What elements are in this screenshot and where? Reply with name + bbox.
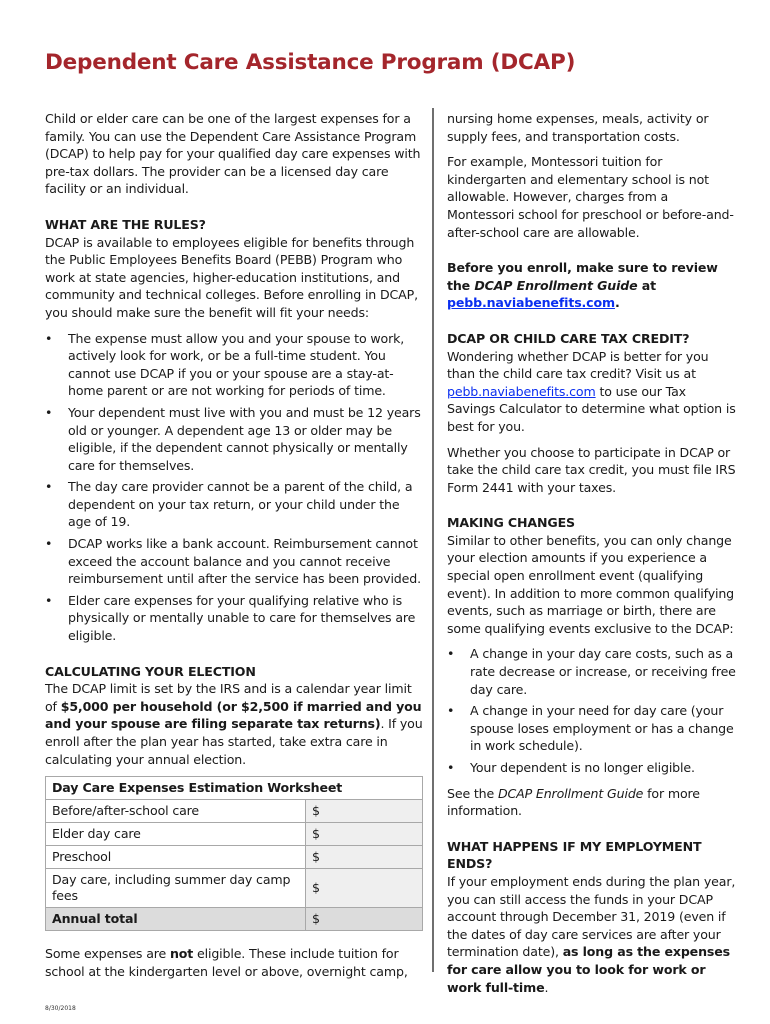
employment-body: If your employment ends during the plan year, you can still access the funds in your DCAP account through December 31, 2019 (even if the dates of day care services are after your termination date), as long as the expenses for care allow you to look for work or work full-time. [447, 873, 736, 995]
amount-field[interactable]: $ [306, 846, 423, 869]
employment-heading: WHAT HAPPENS IF MY EMPLOYMENT ENDS? [447, 838, 702, 872]
page-title: Dependent Care Assistance Program (DCAP) [45, 50, 576, 75]
table-row [46, 846, 423, 869]
amount-field[interactable]: $ [306, 800, 423, 823]
worksheet-title: Day Care Expenses Estimation Worksheet [46, 777, 423, 800]
list-item: • Elder care expenses for your qualifying relative who is physically or mentally unable to care for themselves are eligible. [45, 592, 416, 644]
left-column [45, 110, 423, 988]
list-item: • The day care provider cannot be a parent of the child, a dependent on your tax return, or your child under the age of 19. [45, 479, 413, 530]
election-heading: CALCULATING YOUR ELECTION [45, 663, 256, 679]
bullet-icon: • [45, 479, 53, 495]
list-item: • A change in your day care costs, such as a rate decrease or increase, or receiving free day care. [447, 646, 736, 697]
tax-credit-body: Wondering whether DCAP is better for you than the child care tax credit? Visit us at pebb.naviabenefits.com to use our Tax Savings Calculator to determine what option is best for you. [447, 348, 736, 434]
column-divider [432, 108, 434, 972]
changes-list [447, 645, 737, 776]
expense-label: Day care, including summer day camp fees [46, 869, 306, 908]
montessori-paragraph: For example, Montessori tuition for kindergarten and elementary school is not allowable. However, charges from a Montessori school for preschool or before-and-after-school care are allowable. [447, 154, 734, 240]
total-label: Annual total [46, 908, 306, 931]
amount-field[interactable]: $ [306, 869, 423, 908]
form-note: Whether you choose to participate in DCAP or take the child care tax credit, you must file IRS Form 2441 with your taxes. [447, 444, 736, 495]
total-amount-field[interactable]: $ [306, 908, 423, 931]
bullet-icon: • [447, 703, 455, 719]
changes-body: Similar to other benefits, you can only change your election amounts if you experience a special open enrollment event (qualifying event). In addition to more common qualifying events, such as marriage or birth, there are some qualifying events exclusive to the DCAP: [447, 532, 735, 636]
bullet-icon: • [45, 536, 53, 552]
bullet-icon: • [45, 592, 53, 608]
intro-paragraph: Child or elder care can be one of the largest expenses for a family. You can use the Dependent Care Assistance Program (DCAP) to help pay for your qualified day care expenses with pre-tax dollars. The provider can be a licensed day care facility or an individual. [45, 111, 421, 197]
expense-label: Before/after-school care [46, 800, 306, 823]
continued-paragraph: nursing home expenses, meals, activity or supply fees, and transportation costs. [447, 111, 709, 144]
bullet-icon: • [45, 330, 53, 346]
bullet-icon: • [447, 646, 455, 662]
list-item: • DCAP works like a bank account. Reimbursement cannot exceed the account balance and you cannot receive reimbursement until after the service has been provided. [45, 536, 421, 587]
total-row [46, 908, 423, 931]
election-body: The DCAP limit is set by the IRS and is a calendar year limit of $5,000 per household (or $2,500 if married and you and your spouse are filing separate tax returns). If you enroll after the plan year has started, take extra care in calculating your annual election. [45, 681, 423, 767]
list-item: • Your dependent is no longer eligible. [447, 760, 695, 775]
election-limit: $5,000 per household (or $2,500 if married and you and your spouse are filing separate tax returns) [45, 698, 422, 732]
table-row [46, 823, 423, 846]
worksheet-table [45, 776, 423, 931]
see-guide-paragraph: See the DCAP Enrollment Guide for more information. [447, 785, 700, 819]
list-item: • The expense must allow you and your spouse to work, actively look for work, or be a full-time student. You cannot use DCAP if you or your spouse are a stay-at-home parent or are not working for periods of time. [45, 330, 405, 399]
rules-body: DCAP is available to employees eligible for benefits through the Public Employees Benefits Board (PEBB) Program who work at state agencies, higher-education institutions, and community and technical colleges. Before enrolling in DCAP, you should make sure the benefit will fit your needs: [45, 234, 418, 320]
navia-link[interactable]: pebb.naviabenefits.com [447, 295, 615, 311]
table-row [46, 869, 423, 908]
bullet-icon: • [45, 404, 53, 420]
bullet-icon: • [447, 760, 455, 775]
list-item: • Your dependent must live with you and must be 12 years old or younger. A dependent age 13 or older may be eligible, if the dependent cannot physically or mentally care for themselves. [45, 404, 421, 473]
expense-label: Elder day care [46, 823, 306, 846]
table-row [46, 800, 423, 823]
footer-date: 8/30/2018 [45, 1005, 76, 1012]
worksheet-header-row [46, 777, 423, 800]
rules-list [45, 330, 423, 645]
navia-link[interactable]: pebb.naviabenefits.com [447, 383, 596, 399]
review-notice: Before you enroll, make sure to review the DCAP Enrollment Guide at pebb.naviabenefits.com. [447, 260, 718, 311]
list-item: • A change in your need for day care (your spouse loses employment or has a change in work schedule). [447, 703, 734, 754]
changes-heading: MAKING CHANGES [447, 515, 575, 531]
guide-title: DCAP Enrollment Guide [474, 277, 638, 293]
tax-credit-heading: DCAP OR CHILD CARE TAX CREDIT? [447, 330, 690, 346]
not-eligible-paragraph: Some expenses are not eligible. These include tuition for school at the kindergarten level or above, overnight camp, [45, 946, 408, 979]
amount-field[interactable]: $ [306, 823, 423, 846]
right-column [447, 110, 737, 1004]
rules-heading: WHAT ARE THE RULES? [45, 216, 206, 232]
expense-label: Preschool [46, 846, 306, 869]
